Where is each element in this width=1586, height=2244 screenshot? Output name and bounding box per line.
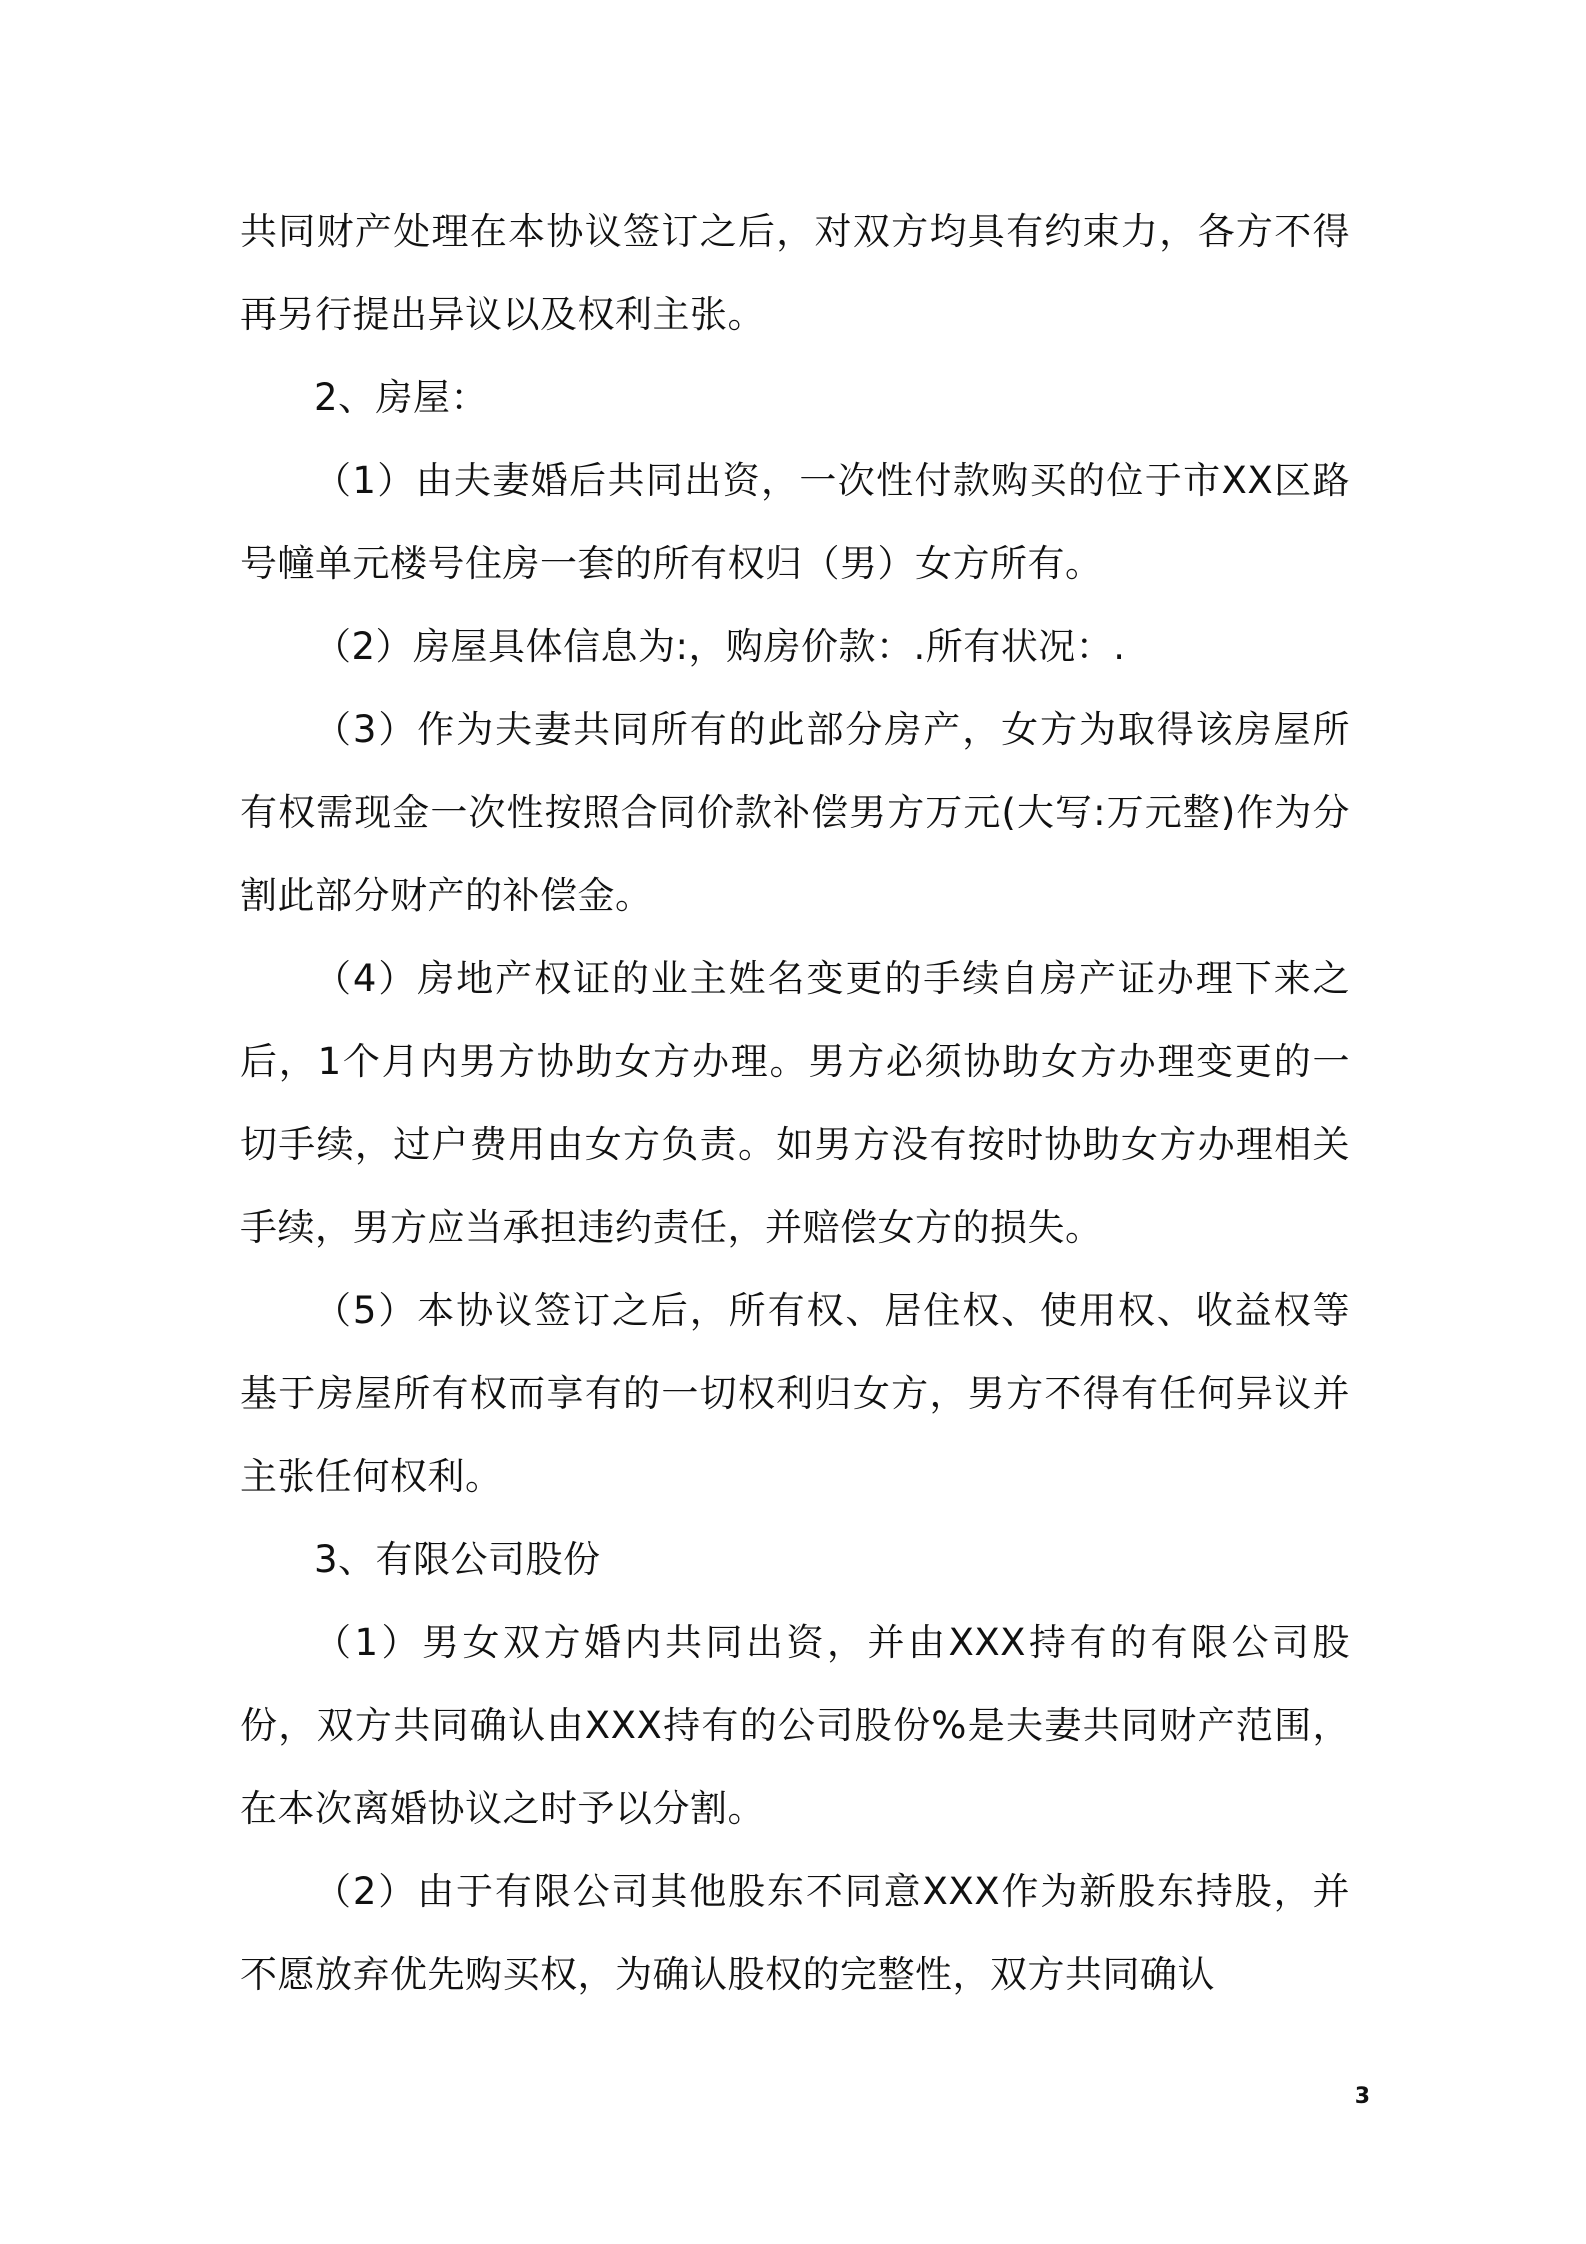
section-heading-housing: 2、房屋： [314,376,489,419]
page-number: 3 [1354,2084,1370,2109]
clause-housing-1: （1）由夫妻婚后共同出资，一次性付款购买的位于市XX区路号幢单元楼号住房一套的所有权归（男）女方所有。 [240,459,1350,585]
clause-housing-3: （3）作为夫妻共同所有的此部分房产，女方为取得该房屋所有权需现金一次性按照合同价款补偿男方万元(大写:万元整)作为分割此部分财产的补偿金。 [240,708,1350,917]
clause-housing-5: （5）本协议签订之后，所有权、居住权、使用权、收益权等基于房屋所有权而享有的一切权利归女方，男方不得有任何异议并主张任何权利。 [240,1289,1350,1498]
clause-shares-1: （1）男女双方婚内共同出资，并由XXX持有的有限公司股份，双方共同确认由XXX持有的公司股份%是夫妻共同财产范围，在本次离婚协议之时予以分割。 [240,1621,1350,1830]
clause-housing-2: （2）房屋具体信息为:，购房价款：.所有状况：. [314,625,1126,668]
clause-housing-4: （4）房地产权证的业主姓名变更的手续自房产证办理下来之后，1个月内男方协助女方办理。男方必须协助女方办理变更的一切手续，过户费用由女方负责。如男方没有按时协助女方办理相关手续，男方应当承担违约责任，并赔偿女方的损失。 [240,957,1350,1249]
section-heading-shares: 3、有限公司股份 [314,1538,601,1581]
clause-shares-2: （2）由于有限公司其他股东不同意XXX作为新股东持股，并不愿放弃优先购买权，为确认股权的完整性，双方共同确认 [240,1870,1350,1996]
document-body [240,190,1350,2016]
paragraph-continuation: 共同财产处理在本协议签订之后，对双方均具有约束力，各方不得再另行提出异议以及权利主张。 [240,210,1350,336]
